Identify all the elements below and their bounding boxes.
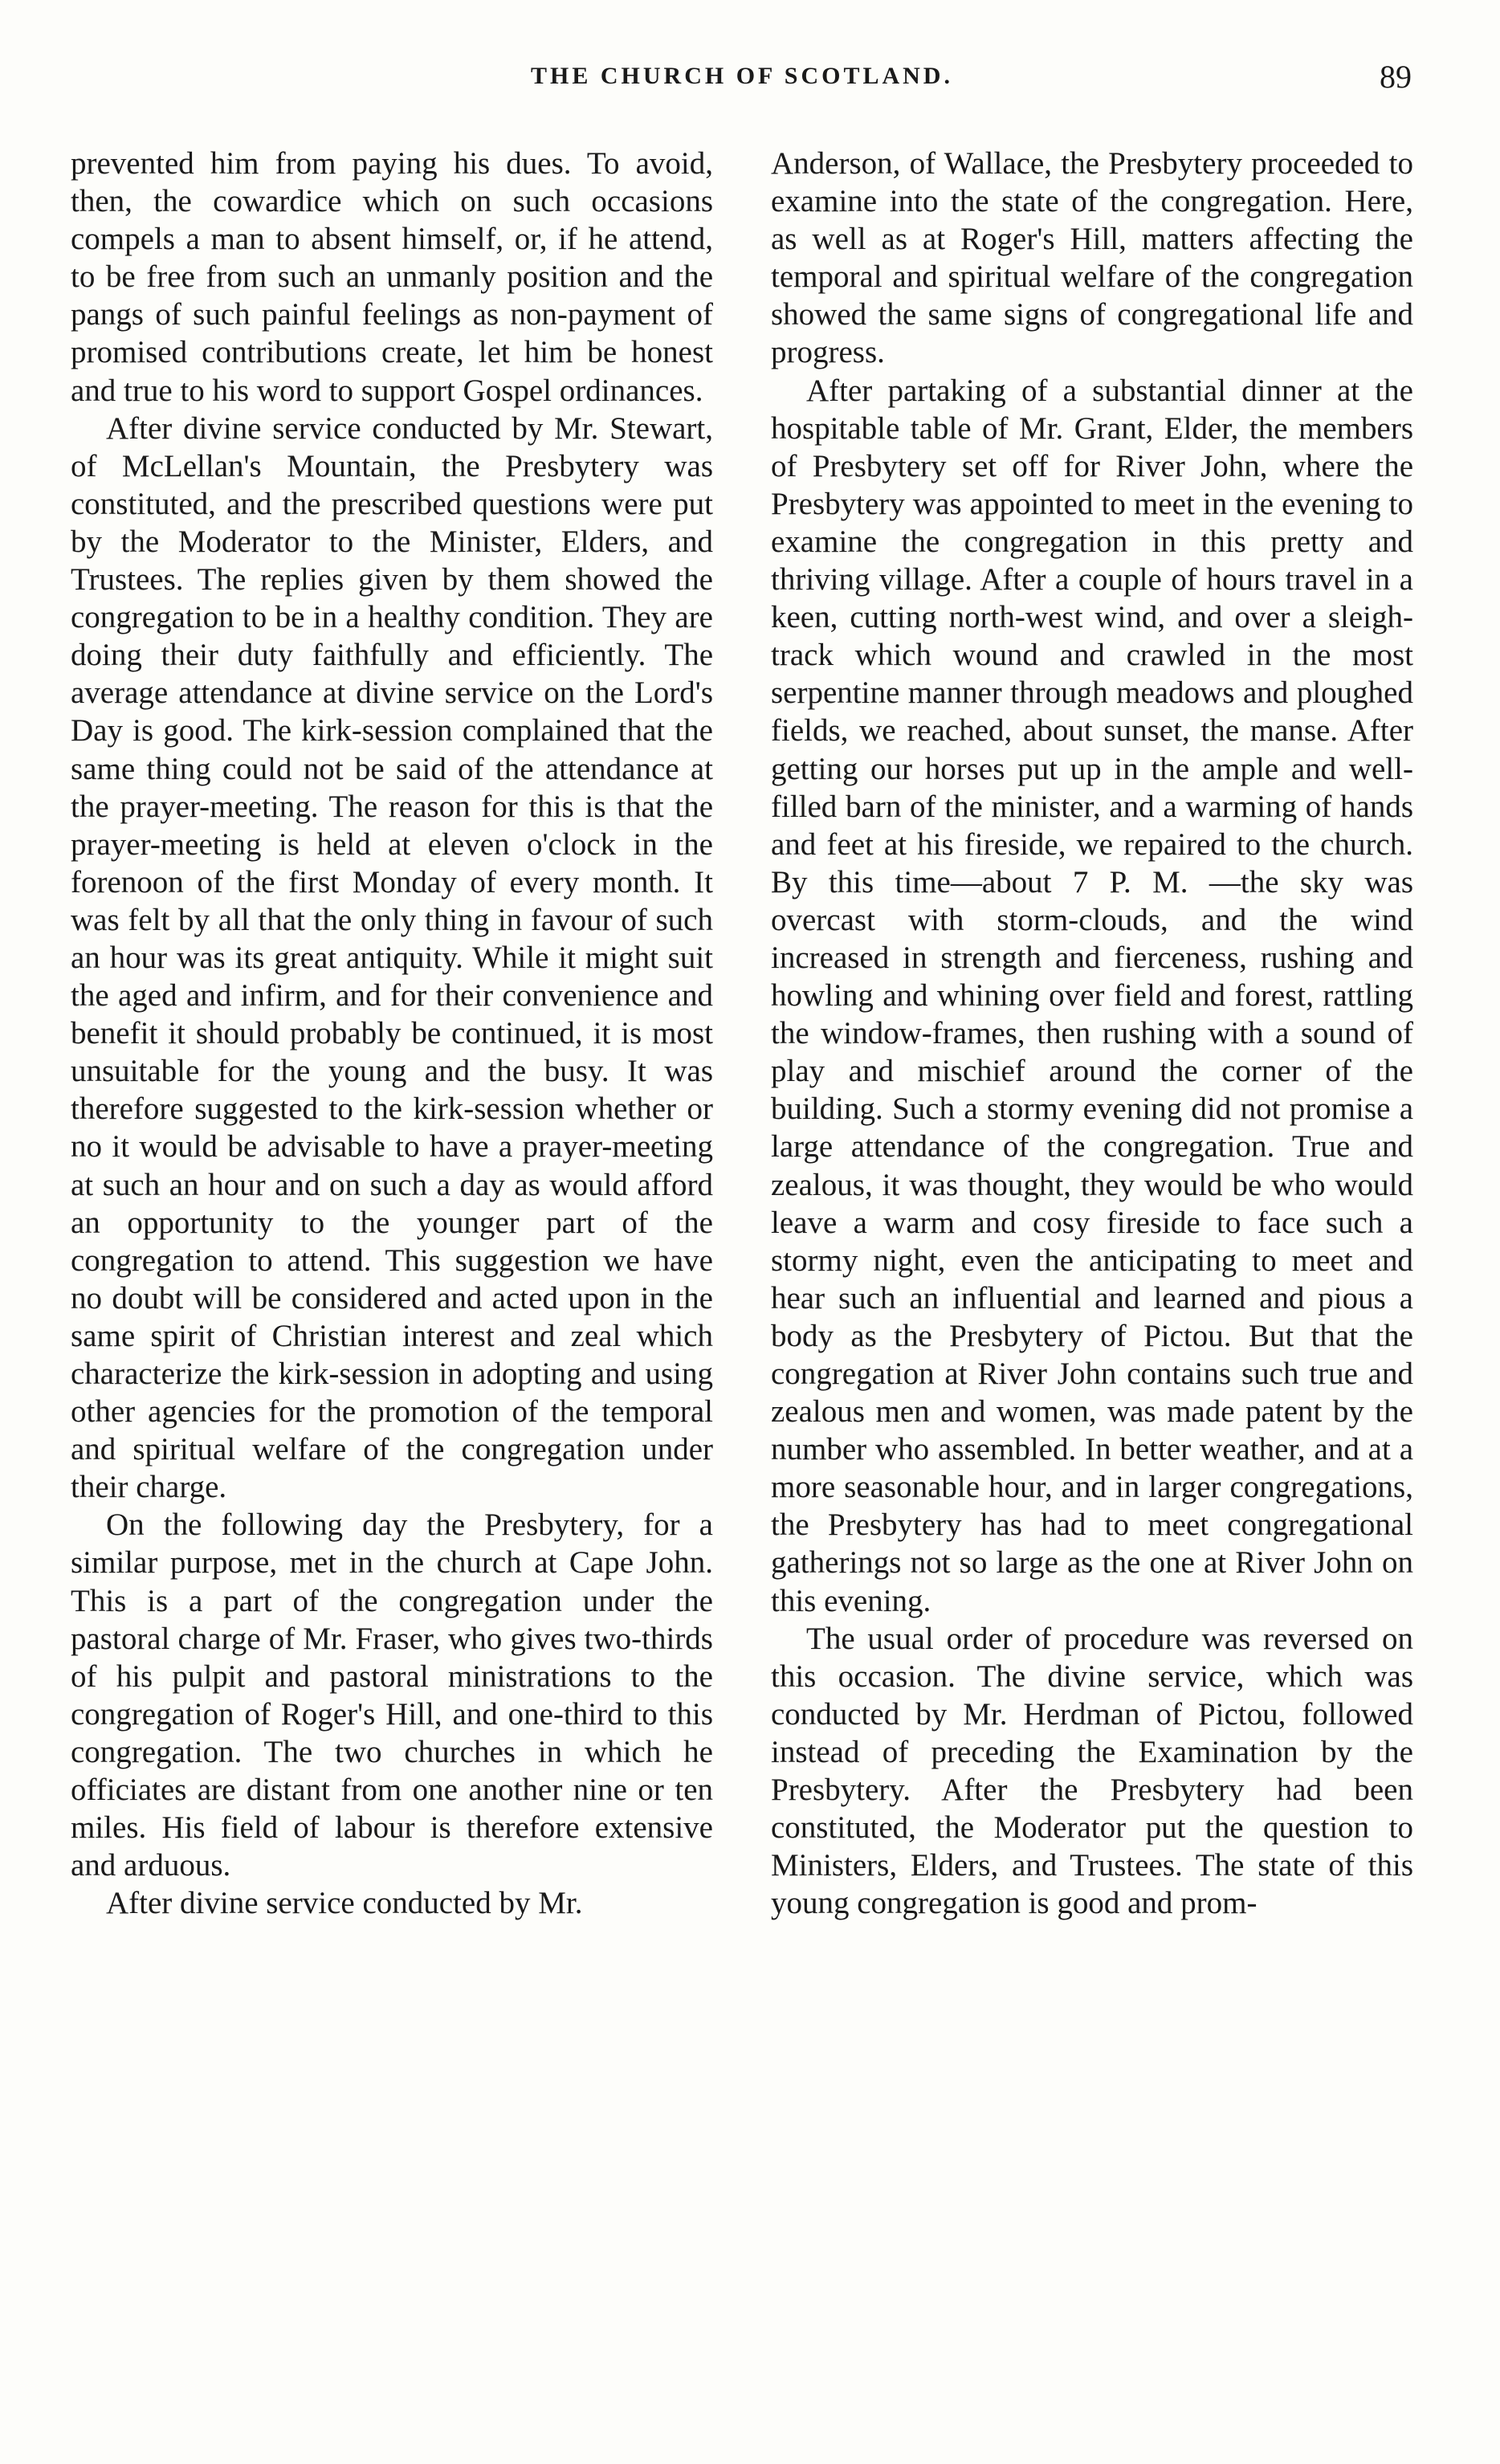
right-column [771,145,1413,2392]
paragraph: After divine service conducted by Mr. Stewart, of McLellan's Mountain, the Presbytery was constituted, and the prescribed questions were put by the Moderator to the Minister, Elders, and Trustees. The replies given by them showed the congregation to be in a healthy condition. They are doing their duty faithfully and efficiently. The average attendance at divine service on the Lord's Day is good. The kirk-session complained that the same thing could not be said of the attendance at the prayer-meeting. The reason for this is that the prayer-meeting is held at eleven o'clock in the forenoon of the first Monday of every month. It was felt by all that the only thing in favour of such an hour was its great antiquity. While it might suit the aged and infirm, and for their convenience and benefit it should probably be continued, it is most unsuitable for the young and the busy. It was therefore suggested to the kirk-session whether or no it would be advisable to have a prayer-meeting at such an hour and on such a day as would afford an opportunity to the younger part of the congregation to attend. This suggestion we have no doubt will be considered and acted upon in the same spirit of Christian interest and zeal which characterize the kirk-session in adopting and using other agencies for the promotion of the temporal and spiritual welfare of the congregation under their charge. [71,410,713,1505]
paragraph: The usual order of procedure was reversed on this occasion. The divine service, which was conducted by Mr. Herdman of Pictou, followed instead of preceding the Examination by the Presbytery. After the Presbytery had been constituted, the Moderator put the question to Ministers, Elders, and Trustees. The state of this young congregation is good and prom- [771,1621,1413,1921]
left-column [71,145,713,2392]
paragraph: prevented him from paying his dues. To avoid, then, the cowardice which on such occasions compels a man to absent himself, or, if he attend, to be free from such an unmanly position and the pangs of such painful feelings as non-payment of promised contributions create, let him be honest and true to his word to support Gospel ordinances. [71,146,713,408]
page-header [72,59,1412,111]
paragraph: After partaking of a substantial dinner at the hospitable table of Mr. Grant, Elder, the members of Presbytery set off for River John, where the Presbytery was appointed to meet in the evening to examine the congregation in this pretty and thriving village. After a couple of hours travel in a keen, cutting north-west wind, and over a sleigh-track which wound and crawled in the most serpentine manner through meadows and ploughed fields, we reached, about sunset, the manse. After getting our horses put up in the ample and well-filled barn of the minister, and a warming of hands and feet at his fireside, we repaired to the church. By this time—about 7 P. M. —the sky was overcast with storm-clouds, and the wind increased in strength and fierceness, rushing and howling and whining over field and forest, rattling the window-frames, then rushing with a sound of play and mischief around the corner of the building. Such a stormy evening did not promise a large attendance of the congregation. True and zealous, it was thought, they would be who would leave a warm and cosy fireside to face such a stormy night, even the anticipating to meet and hear such an influential and learned and pious a body as the Presbytery of Pictou. But that the congregation at River John contains such true and zealous men and women, was made patent by the number who assembled. In better weather, and at a more seasonable hour, and in larger congregations, the Presbytery has had to meet congregational gatherings not so large as the one at River John on this evening. [771,373,1413,1618]
paragraph: Anderson, of Wallace, the Presbytery proceeded to examine into the state of the congregation. Here, as well as at Roger's Hill, matters affecting the temporal and spiritual welfare of the congregation showed the same signs of congregational life and progress. [771,146,1413,370]
page-number: 89 [1380,59,1412,95]
text-columns [71,145,1413,2392]
paragraph: After divine service conducted by Mr. [106,1886,583,1921]
paragraph: On the following day the Presbytery, for a similar purpose, met in the church at Cape John. This is a part of the congregation under the pastoral charge of Mr. Fraser, who gives two-thirds of his pulpit and pastoral ministrations to the congregation of Roger's Hill, and one-third to this congregation. The two churches in which he officiates are distant from one another nine or ten miles. His field of labour is therefore extensive and arduous. [71,1507,713,1883]
running-title: THE CHURCH OF SCOTLAND. [531,63,953,89]
